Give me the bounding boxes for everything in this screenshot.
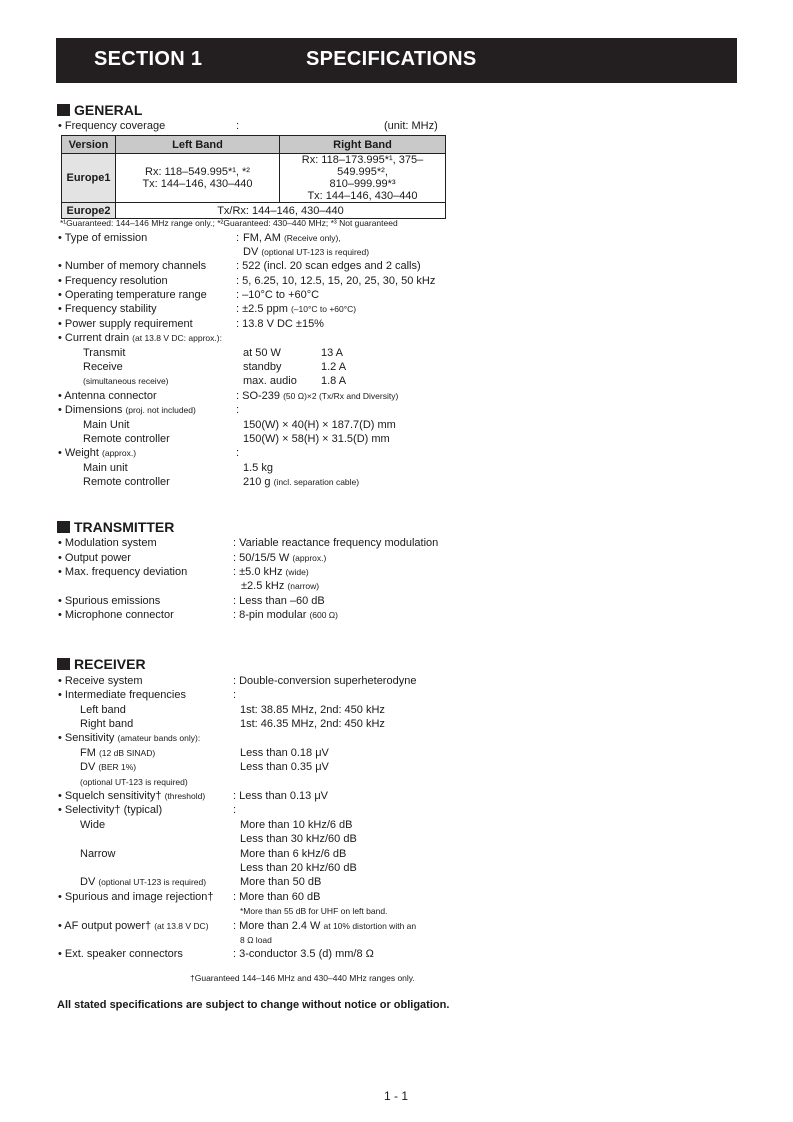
spec-max-deviation-narrow: ±2.5 kHz (narrow)	[241, 580, 320, 592]
sensitivity-fm: FM (12 dB SINAD) Less than 0.18 μV	[80, 747, 329, 759]
receiver-heading: RECEIVER	[57, 656, 146, 672]
spec-selectivity: • Selectivity† (typical) :	[58, 804, 237, 816]
version-cell: Europe2	[62, 203, 116, 219]
spec-max-deviation: • Max. frequency deviation : ±5.0 kHz (wide)	[58, 566, 309, 578]
spec-squelch-sensitivity: • Squelch sensitivity† (threshold) : Less than 0.13 μV	[58, 790, 329, 802]
selectivity-dv: DV (optional UT-123 is required) More than 50 dB	[80, 876, 322, 888]
spec-memory-channels: • Number of memory channels : 522 (incl. 20 scan edges and 2 calls)	[58, 260, 421, 272]
frequency-coverage-table	[61, 135, 446, 219]
spec-antenna-connector: • Antenna connector : SO-239 (50 Ω)×2 (Tx/Rx and Diversity)	[58, 390, 399, 402]
transmitter-heading: TRANSMITTER	[57, 519, 174, 535]
page-number: 1 - 1	[384, 1089, 409, 1103]
spec-current-drain: • Current drain (at 13.8 V DC: approx.):	[58, 332, 222, 344]
table-row-europe2	[62, 203, 446, 219]
right-band-cell: Rx: 118–173.995*¹, 375–549.995*², 810–999.99*³ Tx: 144–146, 430–440	[280, 154, 446, 203]
selectivity-wide: Wide More than 10 kHz/6 dB	[80, 819, 353, 831]
section-title: SPECIFICATIONS	[306, 48, 477, 70]
table-header-row	[62, 136, 446, 154]
spec-spurious-emissions: • Spurious emissions : Less than –60 dB	[58, 595, 325, 607]
spec-power-supply: • Power supply requirement : 13.8 V DC ±15%	[58, 318, 324, 330]
image-rejection-note: *More than 55 dB for UHF on left band.	[240, 906, 388, 916]
drain-transmit: Transmit at 50 W 13 A	[83, 347, 344, 359]
spec-microphone-connector: • Microphone connector : 8-pin modular (600 Ω)	[58, 609, 338, 621]
spec-output-power: • Output power : 50/15/5 W (approx.)	[58, 552, 327, 564]
left-band-cell: Rx: 118–549.995*¹, *² Tx: 144–146, 430–440	[116, 154, 280, 203]
spec-ext-speaker-connectors: • Ext. speaker connectors : 3-conductor 3.5 (d) mm/8 Ω	[58, 948, 374, 960]
spec-modulation-system: • Modulation system : Variable reactance frequency modulation	[58, 537, 439, 549]
heading-marker	[57, 521, 70, 533]
if-left-band: Left band 1st: 38.85 MHz, 2nd: 450 kHz	[80, 704, 385, 716]
selectivity-wide-60db: Less than 30 kHz/60 dB	[240, 833, 357, 845]
spec-frequency-stability: • Frequency stability : ±2.5 ppm (–10°C to +60°C)	[58, 303, 357, 315]
selectivity-narrow-60db: Less than 20 kHz/60 dB	[240, 862, 357, 874]
receiver-footnote: †Guaranteed 144–146 MHz and 430–440 MHz ranges only.	[190, 973, 415, 983]
if-right-band: Right band 1st: 46.35 MHz, 2nd: 450 kHz	[80, 718, 385, 730]
general-heading: GENERAL	[57, 102, 142, 118]
drain-max-audio: (simultaneous receive) max. audio 1.8 A	[83, 375, 347, 387]
selectivity-narrow: Narrow More than 6 kHz/6 dB	[80, 848, 347, 860]
spec-type-of-emission: • Type of emission : FM, AM (Receive only),	[58, 232, 341, 244]
spec-frequency-coverage: • Frequency coverage : (unit: MHz)	[58, 120, 438, 132]
version-cell: Europe1	[62, 154, 116, 203]
spec-operating-temperature: • Operating temperature range : –10°C to +60°C	[58, 289, 320, 301]
weight-main-unit: Main unit 1.5 kg	[83, 462, 273, 474]
spec-intermediate-frequencies: • Intermediate frequencies :	[58, 689, 237, 701]
table-footnote: *¹Guaranteed: 144–146 MHz range only.; *²Guaranteed: 430–440 MHz; *³ Not guaranteed	[60, 218, 398, 228]
heading-marker	[57, 658, 70, 670]
heading-marker	[57, 104, 70, 116]
table-header-version: Version	[62, 136, 116, 154]
spec-af-output-power: • AF output power† (at 13.8 V DC) : More than 2.4 W at 10% distortion with an	[58, 920, 417, 932]
spec-type-of-emission-dv: DV (optional UT-123 is required)	[243, 246, 370, 258]
sensitivity-dv-note: (optional UT-123 is required)	[80, 777, 188, 787]
spec-frequency-resolution: • Frequency resolution : 5, 6.25, 10, 12.5, 15, 20, 25, 30, 50 kHz	[58, 275, 436, 287]
section-number: SECTION 1	[94, 48, 203, 70]
weight-remote: Remote controller 210 g (incl. separation cable)	[83, 476, 360, 488]
spec-dimensions: • Dimensions (proj. not included) :	[58, 404, 240, 416]
spec-receive-system: • Receive system : Double-conversion superheterodyne	[58, 675, 417, 687]
section-header	[56, 38, 737, 83]
table-row-europe1	[62, 154, 446, 203]
spec-spurious-image-rejection: • Spurious and image rejection† : More than 60 dB	[58, 891, 321, 903]
table-header-right-band: Right Band	[280, 136, 446, 154]
sensitivity-dv: DV (BER 1%) Less than 0.35 μV	[80, 761, 329, 773]
both-bands-cell: Tx/Rx: 144–146, 430–440	[116, 203, 446, 219]
spec-weight: • Weight (approx.) :	[58, 447, 240, 459]
spec-sensitivity: • Sensitivity (amateur bands only):	[58, 732, 201, 744]
dimensions-main-unit: Main Unit 150(W) × 40(H) × 187.7(D) mm	[83, 419, 396, 431]
dimensions-remote: Remote controller 150(W) × 58(H) × 31.5(D) mm	[83, 433, 390, 445]
unit-label: (unit: MHz)	[384, 120, 438, 132]
disclaimer: All stated specifications are subject to change without notice or obligation.	[57, 999, 450, 1011]
table-header-left-band: Left Band	[116, 136, 280, 154]
af-output-load: 8 Ω load	[240, 935, 272, 945]
drain-receive: Receive standby 1.2 A	[83, 361, 347, 373]
